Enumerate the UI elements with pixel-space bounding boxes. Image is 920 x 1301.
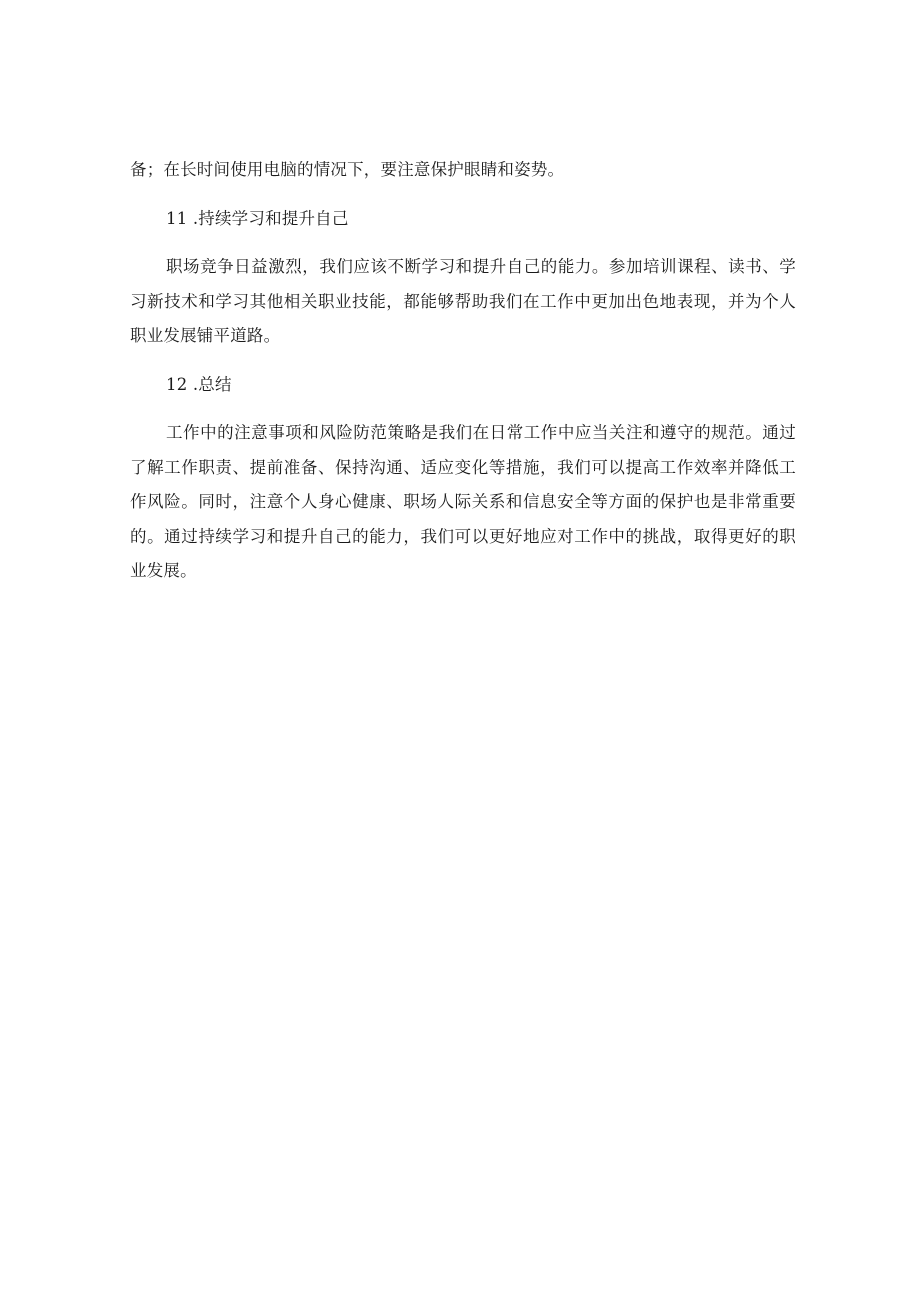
document-body: [130, 153, 796, 589]
section-heading-11: 11 .持续学习和提升自己: [166, 208, 349, 228]
paragraph-continued: 备；在长时间使用电脑的情况下，要注意保护眼睛和姿势。: [130, 160, 565, 179]
paragraph-continuous-learning: 职场竞争日益激烈，我们应该不断学习和提升自己的能力。参加培训课程、读书、学习新技术和学习其他相关职业技能，都能够帮助我们在工作中更加出色地表现，并为个人职业发展铺平道路。: [130, 257, 796, 345]
paragraph-summary: 工作中的注意事项和风险防范策略是我们在日常工作中应当关注和遵守的规范。通过了解工作职责、提前准备、保持沟通、适应变化等措施，我们可以提高工作效率并降低工作风险。同时，注意个人身心健康、职场人际关系和信息安全等方面的保护也是非常重要的。通过持续学习和提升自己的能力，我们可以更好地应对工作中的挑战，取得更好的职业发展。: [130, 423, 796, 580]
section-heading-12: 12 .总结: [166, 374, 232, 394]
